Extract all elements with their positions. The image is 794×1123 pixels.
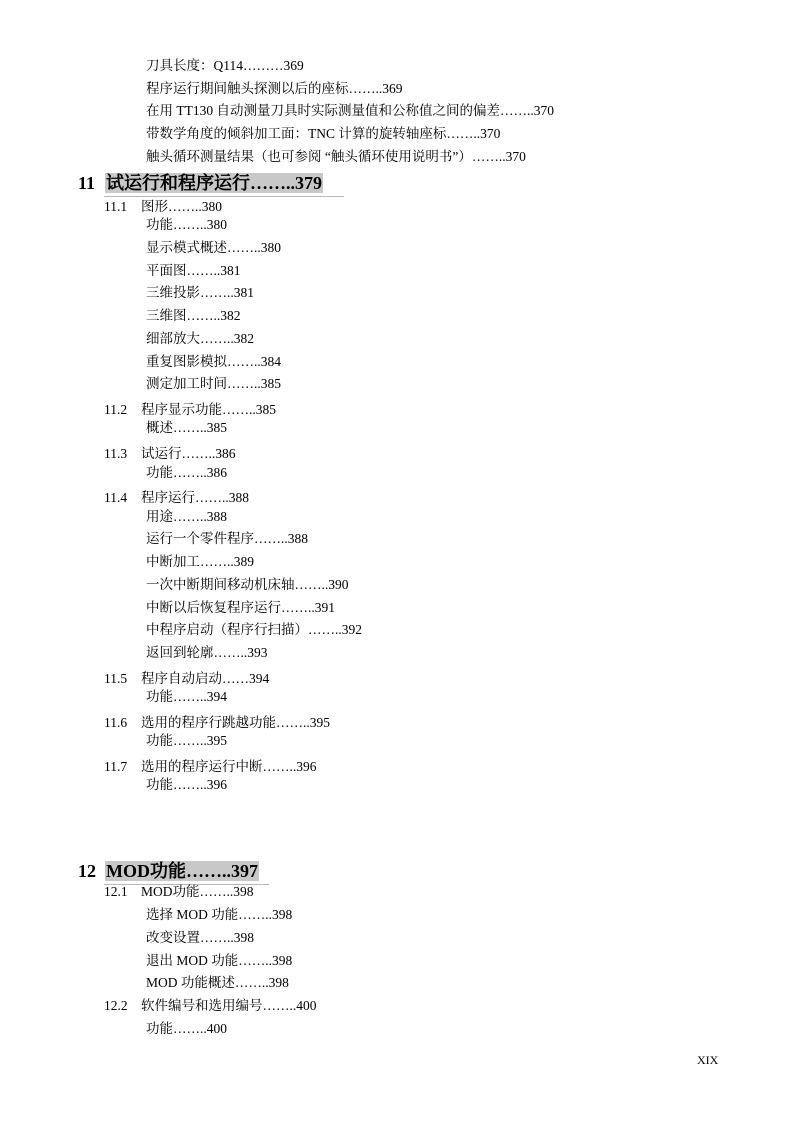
section-title: 试运行……..386 xyxy=(141,446,236,461)
toc-entry[interactable]: 在用 TT130 自动测量刀具时实际测量值和公称值之间的偏差……..370 xyxy=(146,103,554,118)
section-number: 11.2 xyxy=(104,402,128,417)
chapter-number: 12 xyxy=(78,861,96,881)
chapter-title: MOD功能……..397 xyxy=(106,861,258,881)
toc-entry[interactable]: 功能……..400 xyxy=(146,1021,227,1036)
section-number: 12.2 xyxy=(104,998,128,1013)
section-number: 11.1 xyxy=(104,199,128,214)
toc-entry[interactable]: 功能……..380 xyxy=(146,217,227,232)
section-number: 11.4 xyxy=(104,490,128,505)
toc-entry[interactable]: 三维图……..382 xyxy=(146,308,241,323)
toc-section[interactable] xyxy=(104,883,254,901)
section-title: 选用的程序行跳越功能……..395 xyxy=(141,715,330,730)
toc-section[interactable] xyxy=(104,489,249,507)
toc-section[interactable] xyxy=(104,670,269,688)
toc-entry[interactable]: 三维投影……..381 xyxy=(146,285,254,300)
toc-entry[interactable]: 测定加工时间……..385 xyxy=(146,376,281,391)
section-title: 程序运行……..388 xyxy=(141,490,249,505)
toc-section[interactable] xyxy=(104,198,222,216)
toc-entry[interactable]: 选择 MOD 功能……..398 xyxy=(146,907,293,922)
toc-entry[interactable]: 平面图……..381 xyxy=(146,263,241,278)
toc-entry[interactable]: 退出 MOD 功能……..398 xyxy=(146,953,293,968)
section-number: 11.6 xyxy=(104,715,128,730)
toc-entry[interactable]: MOD 功能概述……..398 xyxy=(146,975,289,990)
section-title: 选用的程序运行中断……..396 xyxy=(141,759,317,774)
section-number: 11.3 xyxy=(104,446,128,461)
chapter-underline xyxy=(104,196,344,197)
toc-entry[interactable]: 改变设置……..398 xyxy=(146,930,254,945)
section-number: 12.1 xyxy=(104,884,128,899)
page-number: XIX xyxy=(697,1053,719,1067)
chapter-title: 试运行和程序运行……..379 xyxy=(106,173,322,193)
toc-entry[interactable]: 返回到轮廓……..393 xyxy=(146,645,268,660)
toc-section[interactable] xyxy=(104,997,317,1015)
toc-entry[interactable]: 刀具长度：Q114………369 xyxy=(146,58,304,73)
toc-entry[interactable]: 概述……..385 xyxy=(146,420,227,435)
section-number: 11.7 xyxy=(104,759,128,774)
toc-entry[interactable]: 运行一个零件程序……..388 xyxy=(146,531,308,546)
toc-entry[interactable]: 触头循环测量结果（也可参阅 “触头循环使用说明书”）……..370 xyxy=(146,149,526,164)
section-title: 程序自动启动……394 xyxy=(141,671,270,686)
section-title: MOD功能……..398 xyxy=(141,884,254,899)
toc-entry[interactable]: 中断加工……..389 xyxy=(146,554,254,569)
toc-entry[interactable]: 用途……..388 xyxy=(146,509,227,524)
section-title: 程序显示功能……..385 xyxy=(141,402,276,417)
chapter-number: 11 xyxy=(78,173,96,193)
toc-entry[interactable]: 功能……..395 xyxy=(146,733,227,748)
section-title: 软件编号和选用编号……..400 xyxy=(141,998,317,1013)
toc-entry[interactable]: 细部放大……..382 xyxy=(146,331,254,346)
toc-entry[interactable]: 功能……..394 xyxy=(146,689,227,704)
toc-section[interactable] xyxy=(104,401,276,419)
toc-section[interactable] xyxy=(104,445,236,463)
section-title: 图形……..380 xyxy=(141,199,222,214)
chapter-heading-11[interactable] xyxy=(78,172,323,194)
toc-entry[interactable]: 一次中断期间移动机床轴……..390 xyxy=(146,577,349,592)
toc-entry[interactable]: 功能……..396 xyxy=(146,777,227,792)
toc-entry[interactable]: 功能……..386 xyxy=(146,465,227,480)
toc-section[interactable] xyxy=(104,714,330,732)
section-number: 11.5 xyxy=(104,671,128,686)
toc-entry[interactable]: 显示模式概述……..380 xyxy=(146,240,281,255)
toc-entry[interactable]: 重复图影模拟……..384 xyxy=(146,354,281,369)
toc-section[interactable] xyxy=(104,758,317,776)
toc-entry[interactable]: 带数学角度的倾斜加工面：TNC 计算的旋转轴座标……..370 xyxy=(146,126,501,141)
toc-entry[interactable]: 程序运行期间触头探测以后的座标……..369 xyxy=(146,81,403,96)
toc-entry[interactable]: 中断以后恢复程序运行……..391 xyxy=(146,600,335,615)
toc-entry[interactable]: 中程序启动（程序行扫描）……..392 xyxy=(146,622,362,637)
chapter-heading-12[interactable] xyxy=(78,860,259,882)
